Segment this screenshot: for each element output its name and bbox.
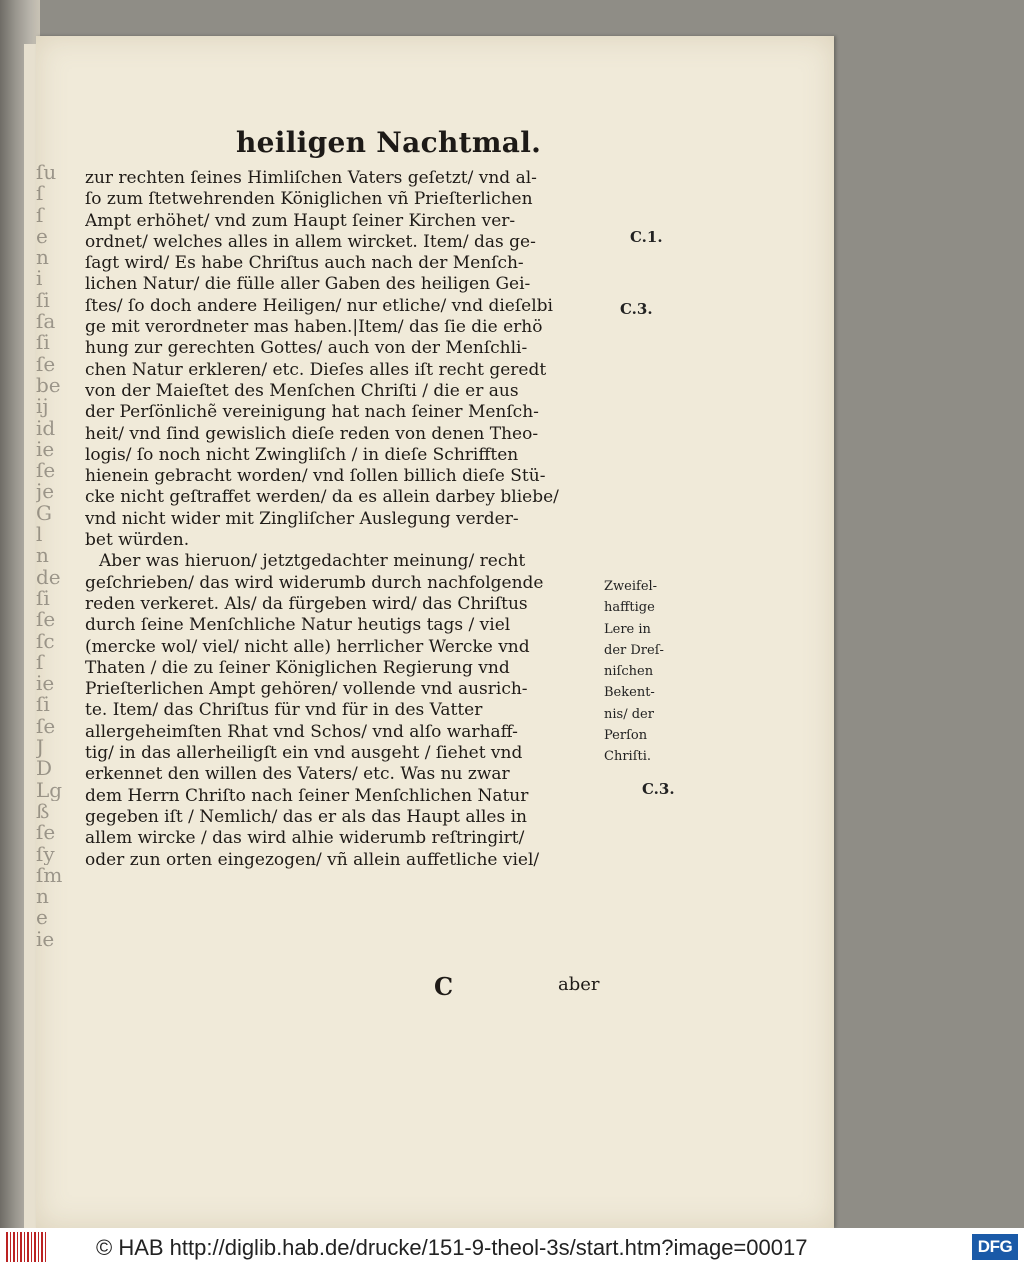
- bleed-through-fragment: ie: [36, 928, 55, 950]
- bleed-through-fragment: G: [36, 502, 52, 525]
- bleed-through-fragment: ſe: [36, 353, 56, 375]
- text-line: ſagt wird/ Es habe Chriſtus auch nach der Menſch-: [85, 253, 524, 274]
- catchword: aber: [558, 974, 600, 995]
- bleed-through-fragment: n: [36, 247, 49, 269]
- bleed-through-fragment: n: [36, 886, 49, 908]
- text-line: durch ſeine Menſchliche Natur heutigs tags / viel: [85, 615, 511, 636]
- running-head: heiligen Nachtmal.: [236, 126, 542, 159]
- text-line: (mercke wol/ viel/ nicht alle) herrlicher Wercke vnd: [85, 636, 530, 657]
- sidebar-line: niſchen: [604, 664, 654, 680]
- bleed-through-fragment: ſ: [36, 204, 44, 226]
- bleed-through-fragment: i: [36, 268, 43, 290]
- sidebar-line: hafftige: [604, 600, 655, 616]
- bleed-through-fragment: ſc: [36, 630, 55, 652]
- margin-note-c3a: C.3.: [620, 300, 653, 318]
- copyright-link[interactable]: © HAB http://diglib.hab.de/drucke/151-9-theol-3s/start.htm?image=00017: [96, 1235, 808, 1260]
- bleed-through-fragment: de: [36, 566, 61, 588]
- bleed-through-fragment: n: [36, 545, 49, 567]
- sidebar-line: Lere in: [604, 621, 651, 637]
- text-line: ge mit verordneter mas haben.|Item/ das ſie die erhö: [85, 317, 543, 338]
- bleed-through-column: [36, 162, 70, 950]
- text-line: gegeben iſt / Nemlich/ das er als das Haupt alles in: [85, 806, 527, 827]
- dfg-logo: DFG: [972, 1234, 1018, 1260]
- text-line: allem wircke / das wird alhie widerumb reſtringirt/: [85, 828, 525, 849]
- text-line: Thaten / die zu ſeiner Königlichen Regierung vnd: [85, 657, 510, 678]
- bleed-through-fragment: ſ: [36, 183, 44, 205]
- margin-note-c3b: C.3.: [642, 780, 675, 798]
- text-line: ordnet/ welches alles in allem wircket. Item/ das ge-: [85, 231, 536, 252]
- text-line: geſchrieben/ das wird widerumb durch nachfolgende: [85, 572, 544, 593]
- text-line: von der Maieſtet des Menſchen Chriſti / die er aus: [85, 380, 519, 401]
- bleed-through-fragment: Lg: [36, 779, 63, 801]
- bleed-through-fragment: id: [36, 417, 56, 439]
- text-line: lichen Natur/ die fülle aller Gaben des heiligen Gei-: [85, 274, 531, 295]
- bleed-through-fragment: be: [36, 374, 61, 397]
- text-line: hung zur gerechten Gottes/ auch von der Menſchli-: [85, 338, 528, 359]
- bleed-through-fragment: ſa: [36, 311, 56, 333]
- sidebar-line: der Dreſ-: [604, 642, 664, 658]
- text-line: dem Herrn Chriſto nach ſeiner Menſchlichen Natur: [85, 785, 529, 806]
- text-line: Prieſterlichen Ampt gehören/ vollende vnd ausrich-: [85, 679, 528, 700]
- bleed-through-fragment: l: [36, 524, 43, 546]
- bleed-through-fragment: ſe: [36, 460, 56, 482]
- bleed-through-fragment: ſm: [36, 864, 63, 887]
- text-line: hienein gebracht worden/ vnd ſollen billich dieſe Stü-: [85, 466, 546, 487]
- text-line: bet würden.: [85, 530, 190, 551]
- bleed-through-fragment: ſe: [36, 715, 56, 738]
- viewer-footer: [0, 1228, 1024, 1266]
- bleed-through-fragment: ie: [36, 438, 55, 461]
- text-line: reden verkeret. Als/ da fürgeben wird/ das Chriſtus: [85, 593, 528, 614]
- bleed-through-fragment: D: [36, 758, 53, 780]
- bleed-through-fragment: e: [36, 225, 48, 248]
- text-line: chen Natur erkleren/ etc. Dieſes alles iſt recht geredt: [85, 359, 547, 380]
- text-line: logis/ ſo noch nicht Zwingliſch / in dieſe Schrifften: [85, 444, 519, 465]
- text-line: ſtes/ ſo doch andere Heiligen/ nur etliche/ vnd dieſelbi: [85, 295, 553, 316]
- text-line: Aber was hieruon/ jetztgedachter meinung/ recht: [99, 551, 526, 572]
- bleed-through-fragment: je: [36, 481, 55, 503]
- bleed-through-fragment: ſu: [36, 162, 57, 184]
- library-barcode-logo: [6, 1232, 46, 1262]
- bleed-through-fragment: ß: [36, 800, 50, 823]
- bleed-through-fragment: ſy: [36, 843, 55, 865]
- text-line: Ampt erhöhet/ vnd zum Haupt ſeiner Kirchen ver-: [85, 210, 516, 231]
- sidebar-line: nis/ der: [604, 706, 654, 722]
- bleed-through-fragment: ſe: [36, 609, 56, 631]
- bleed-through-fragment: e: [36, 907, 48, 929]
- bleed-through-fragment: ie: [36, 673, 55, 695]
- text-line: cke nicht geſtraffet werden/ da es allein darbey bliebe/: [85, 487, 559, 508]
- bleed-through-fragment: ſi: [36, 587, 50, 610]
- text-line: allergeheimſten Rhat vnd Schos/ vnd alſo warhaff-: [85, 721, 518, 742]
- signature-mark: C: [434, 972, 454, 1001]
- bleed-through-fragment: ſ: [36, 651, 44, 674]
- text-line: zur rechten ſeines Himliſchen Vaters geſetzt/ vnd al-: [85, 168, 537, 188]
- text-line: te. Item/ das Chriſtus für vnd für in des Vatter: [85, 700, 483, 721]
- sidebar-line: Bekent-: [604, 685, 655, 701]
- book-page: [36, 36, 834, 1228]
- bleed-through-fragment: ſi: [36, 694, 50, 716]
- text-line: oder zun orten eingezogen/ vñ allein auffetliche viel/: [85, 849, 540, 870]
- text-line: erkennet den willen des Vaters/ etc. Was nu zwar: [85, 764, 510, 785]
- text-line: der Perſönlichẽ vereinigung hat nach ſeiner Menſch-: [85, 402, 539, 423]
- text-line: heit/ vnd ſind gewislich dieſe reden von denen Theo-: [85, 423, 539, 444]
- bleed-through-fragment: ij: [36, 396, 49, 418]
- text-line: vnd nicht wider mit Zingliſcher Auslegung verder-: [85, 508, 519, 529]
- text-line: tig/ in das allerheiligſt ein vnd ausgeht / ſiehet vnd: [85, 743, 523, 764]
- text-line: ſo zum ſtetwehrenden Königlichen vñ Prieſterlichen: [85, 189, 533, 210]
- sidebar-line: Zweifel-: [604, 579, 658, 594]
- bleed-through-fragment: J: [36, 737, 45, 759]
- sidebar-line: Chriſti.: [604, 749, 652, 765]
- bleed-through-fragment: ſi: [36, 289, 50, 312]
- bleed-through-fragment: ſe: [36, 822, 56, 844]
- margin-note-c1: C.1.: [630, 228, 663, 246]
- body-text: [85, 168, 641, 871]
- sidebar-line: Perſon: [604, 728, 648, 744]
- sidebar-gloss: [604, 576, 694, 768]
- bleed-through-fragment: ſi: [36, 332, 50, 354]
